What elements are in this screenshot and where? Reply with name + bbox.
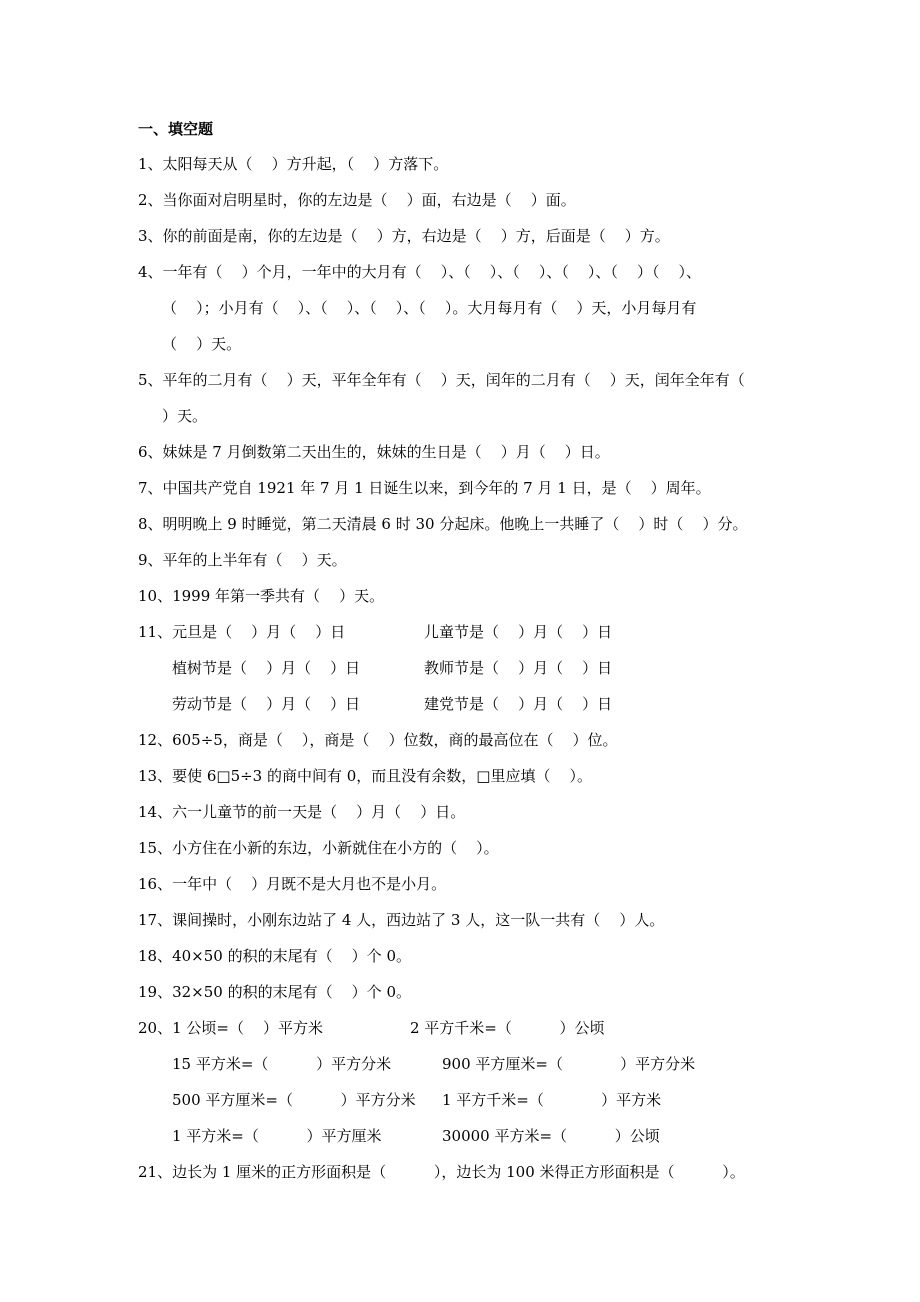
question-11-party-day: 建党节是（ ）月（ ）日 [424, 695, 613, 713]
question-13: 13、要使 6□5÷3 的商中间有 0，而且没有余数，□里应填（ ）。 [138, 767, 593, 785]
question-10: 10、1999 年第一季共有（ ）天。 [138, 587, 385, 605]
question-11-new-year: 11、元旦是（ ）月（ ）日 [138, 623, 346, 641]
question-3: 3、你的前面是南，你的左边是（ ）方，右边是（ ）方，后面是（ ）方。 [138, 227, 670, 245]
question-20-sqkm-sqm: 1 平方千米=（ ）平方米 [442, 1091, 662, 1109]
question-16: 16、一年中（ ）月既不是大月也不是小月。 [138, 875, 447, 893]
question-11-arbor-day: 植树节是（ ）月（ ）日 [172, 659, 361, 677]
question-1: 1、太阳每天从（ ）方升起，（ ）方落下。 [138, 155, 449, 173]
section-title: 一、填空题 [138, 120, 214, 138]
question-5-line-2: ）天。 [162, 407, 208, 425]
question-19: 19、32×50 的积的末尾有（ ）个 0。 [138, 983, 411, 1001]
question-12: 12、605÷5，商是（ ），商是（ ）位数，商的最高位在（ ）位。 [138, 731, 618, 749]
question-14: 14、六一儿童节的前一天是（ ）月（ ）日。 [138, 803, 466, 821]
question-20-sqm-sqdm: 15 平方米=（ ）平方分米 [172, 1055, 392, 1073]
question-11-teachers-day: 教师节是（ ）月（ ）日 [424, 659, 613, 677]
question-7: 7、中国共产党自 1921 年 7 月 1 日诞生以来，到今年的 7 月 1 日，是（ ）周年。 [138, 479, 711, 497]
question-20-sqm-hectare: 30000 平方米=（ ）公顷 [442, 1127, 660, 1145]
question-20-sqcm-sqdm: 900 平方厘米=（ ）平方分米 [442, 1055, 696, 1073]
question-18: 18、40×50 的积的末尾有（ ）个 0。 [138, 947, 411, 965]
question-11-childrens-day: 儿童节是（ ）月（ ）日 [424, 623, 613, 641]
question-20-sq-km-hectare: 2 平方千米=（ ）公顷 [410, 1019, 605, 1037]
question-20-hectare: 20、1 公顷=（ ）平方米 [138, 1019, 324, 1037]
question-17: 17、课间操时，小刚东边站了 4 人，西边站了 3 人，这一队一共有（ ）人。 [138, 911, 665, 929]
question-20-sqm-sqcm: 1 平方米=（ ）平方厘米 [172, 1127, 382, 1145]
question-4-line-1: 4、一年有（ ）个月，一年中的大月有（ ）、（ ）、（ ）、（ ）、（ ）（ ）、 [138, 263, 702, 281]
question-2: 2、当你面对启明星时，你的左边是（ ）面，右边是（ ）面。 [138, 191, 576, 209]
question-6: 6、妹妹是 7 月倒数第二天出生的，妹妹的生日是（ ）月（ ）日。 [138, 443, 610, 461]
question-21: 21、边长为 1 厘米的正方形面积是（ ），边长为 100 米得正方形面积是（ ）。 [138, 1163, 745, 1181]
question-15: 15、小方住在小新的东边，小新就住在小方的（ ）。 [138, 839, 499, 857]
question-11-labor-day: 劳动节是（ ）月（ ）日 [172, 695, 361, 713]
question-5-line-1: 5、平年的二月有（ ）天，平年全年有（ ）天，闰年的二月有（ ）天，闰年全年有（ [138, 371, 745, 389]
question-4-line-3: （ ）天。 [162, 335, 242, 353]
question-20-sqcm-sqdm-2: 500 平方厘米=（ ）平方分米 [172, 1091, 416, 1109]
question-4-line-2: （ ）；小月有（ ）、（ ）、（ ）、（ ）。大月每月有（ ）天，小月每月有 [162, 299, 697, 317]
question-8: 8、明明晚上 9 时睡觉，第二天清晨 6 时 30 分起床。他晚上一共睡了（ ）时（ ）分。 [138, 515, 748, 533]
question-9: 9、平年的上半年有（ ）天。 [138, 551, 347, 569]
